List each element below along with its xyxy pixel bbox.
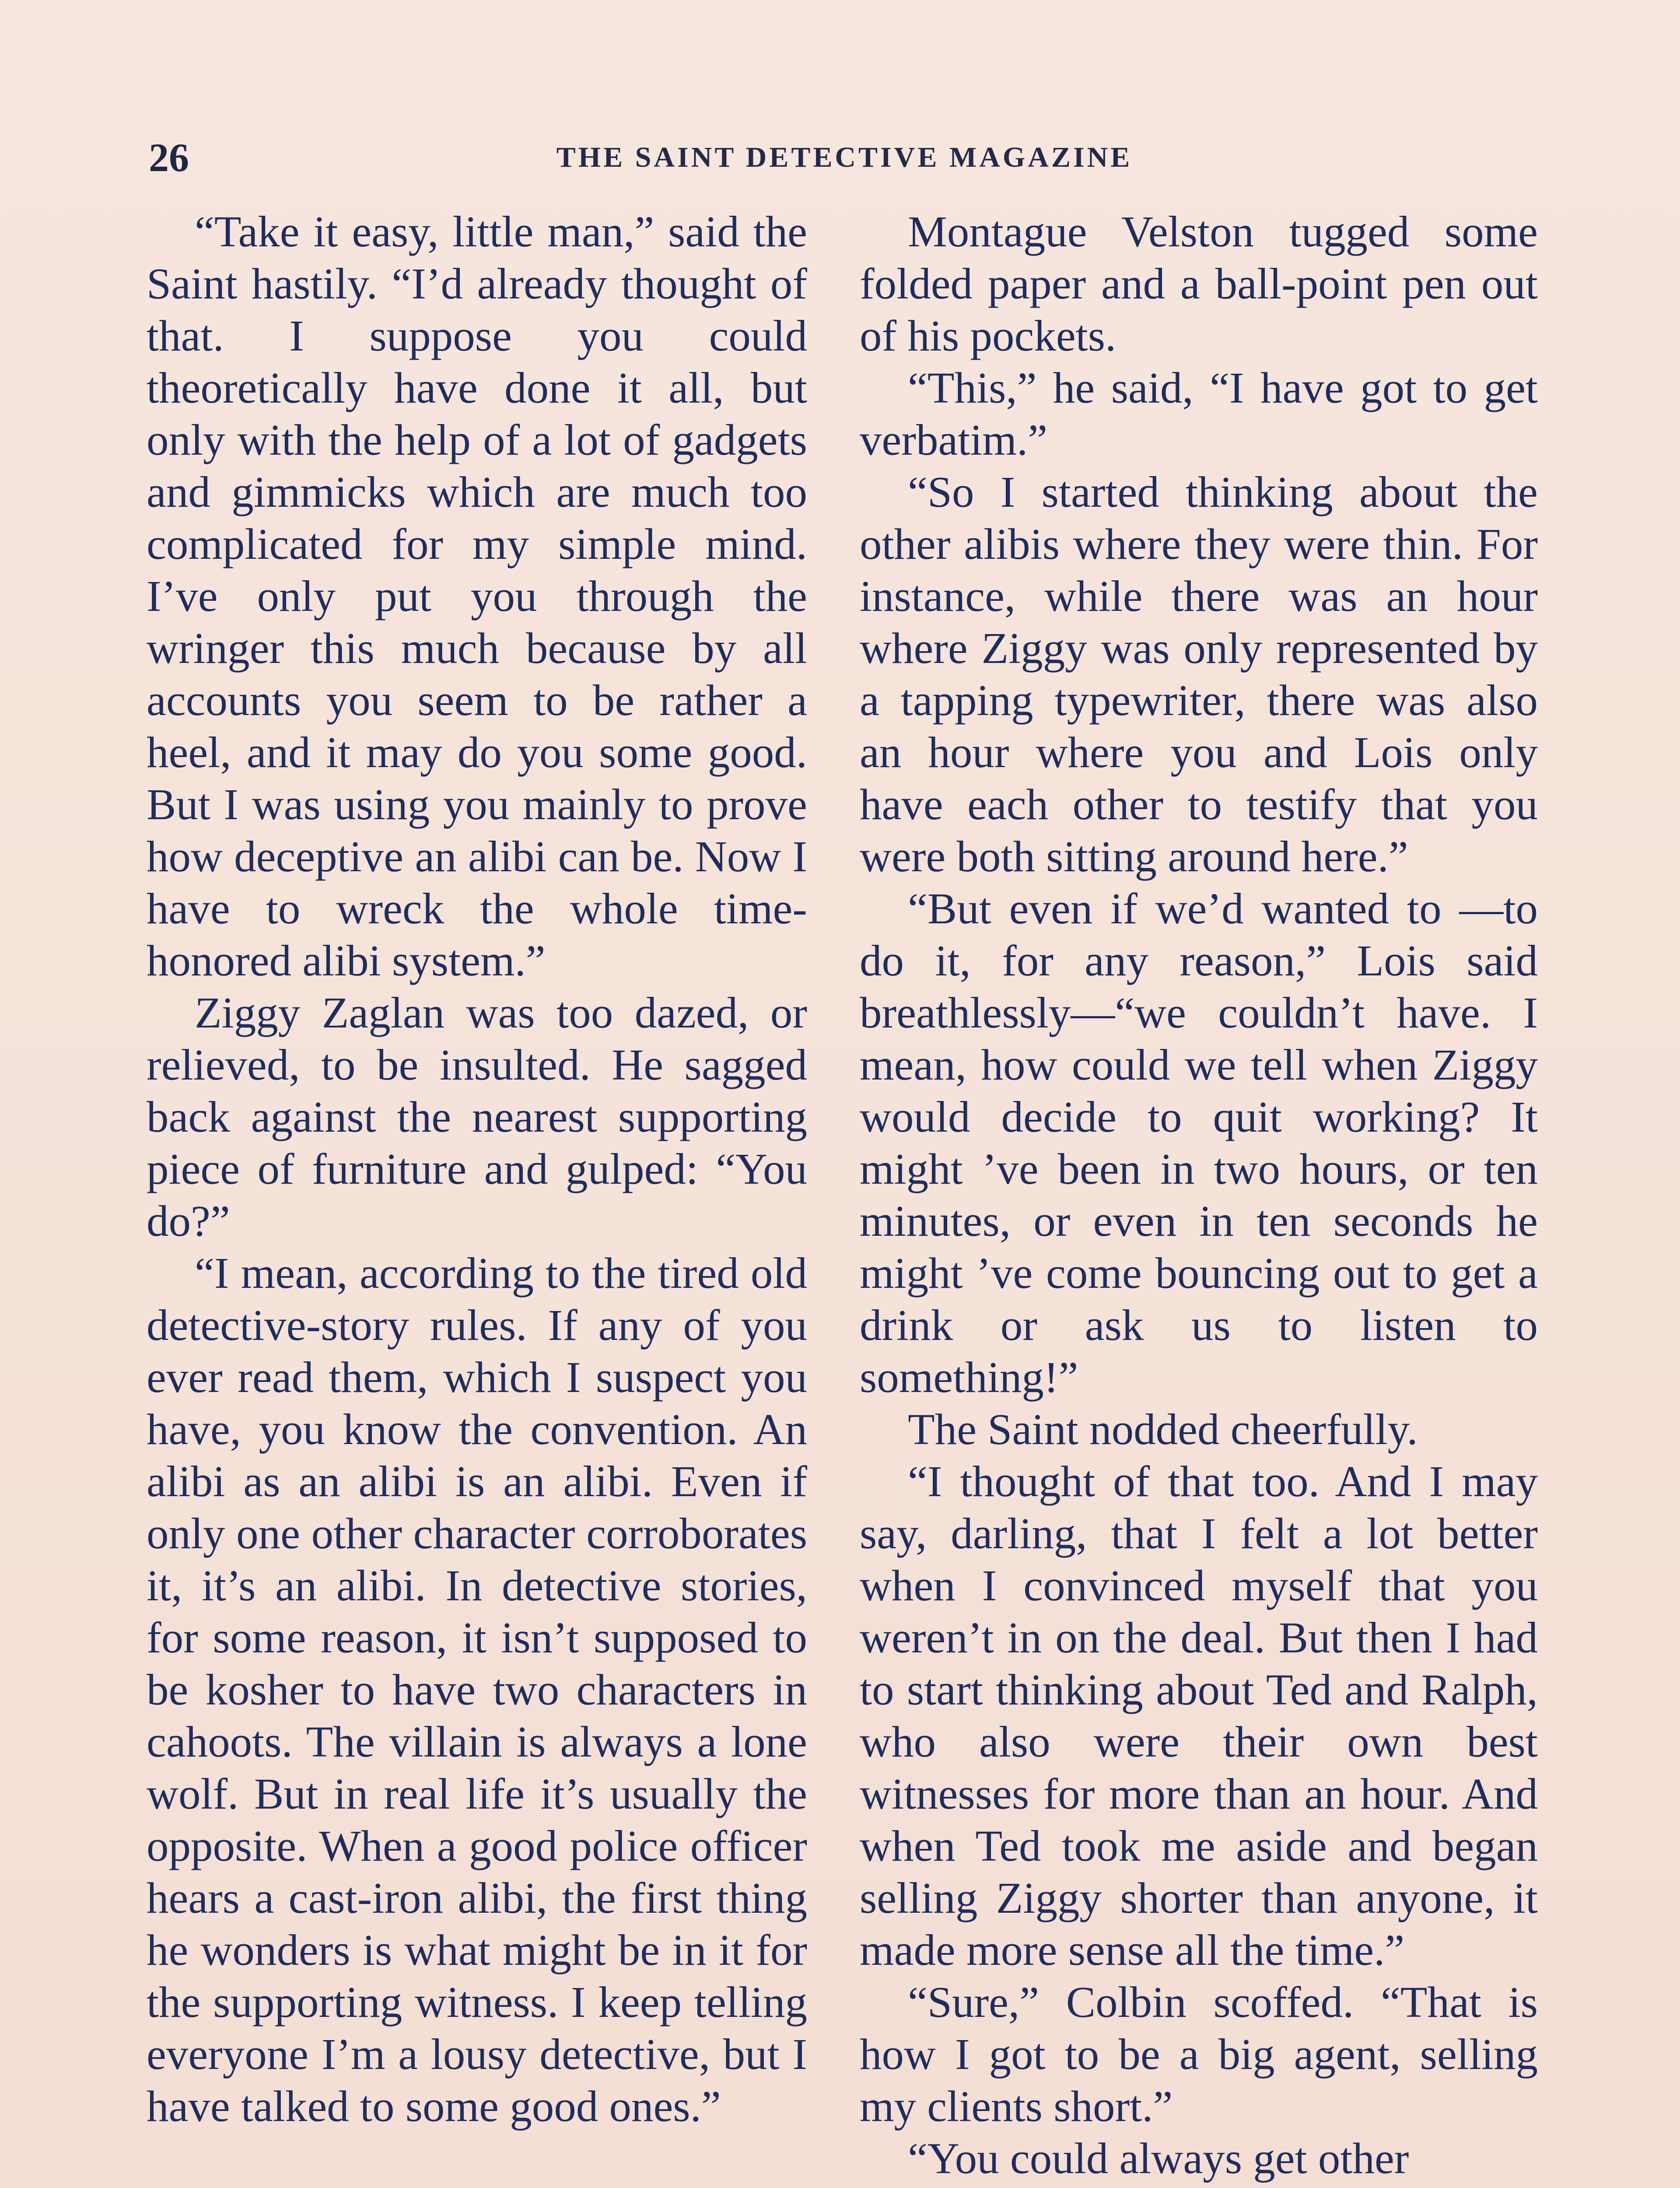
left-column <box>147 206 807 2132</box>
paragraph: “You could always get other <box>908 2134 1409 2183</box>
paragraph: “I mean, according to the tired old detective-story rules. If any of you ever read them, which I suspect you have, you know the convention. An alibi as an alibi is an alibi. Even if only one other character corroborates it, it’s an alibi. In detective stories, for some reason, it isn’t supposed to be kosher to have two characters in cahoots. The villain is always a lone wolf. But in real life it’s usually the opposite. When a good police officer hears a cast-iron alibi, the first thing he wonders is what might be in it for the supporting witness. I keep telling everyone I’m a lousy detective, but I have talked to some good ones.” <box>147 1248 807 2131</box>
paragraph: “So I started thinking about the other alibis where they were thin. For instance, while there was an hour where Ziggy was only represented by a tapping typewriter, there was also an hour where you and Lois only have each other to testify that you were both sitting around here.” <box>860 467 1538 881</box>
paragraph: “Sure,” Colbin scoffed. “That is how I got to be a big agent, selling my clients short.” <box>860 1978 1538 2131</box>
page-number: 26 <box>149 135 189 180</box>
paragraph: Ziggy Zaglan was too dazed, or relieved, to be insulted. He sagged back against the nearest supporting piece of furniture and gulped: “You do?” <box>147 988 807 1245</box>
paragraph: Montague Velston tugged some folded paper and a ball-point pen out of his pockets. <box>860 207 1538 360</box>
paragraph: “But even if we’d wanted to —to do it, for any reason,” Lois said breathlessly—“we couldn’t have. I mean, how could we tell when Ziggy would decide to quit working? It might ’ve been in two hours, or ten minutes, or even in ten seconds he might ’ve come bouncing out to get a drink or ask us to listen to something!” <box>860 884 1538 1402</box>
paragraph: “I thought of that too. And I may say, darling, that I felt a lot better when I convinced myself that you weren’t in on the deal. But then I had to start thinking about Ted and Ralph, who also were their own best witnesses for more than an hour. And when Ted took me aside and began selling Ziggy shorter than anyone, it made more sense all the time.” <box>860 1457 1538 1974</box>
page-header <box>149 131 1540 184</box>
running-title: THE SAINT DETECTIVE MAGAZINE <box>556 141 1133 173</box>
right-column <box>860 206 1538 2184</box>
paragraph: The Saint nodded cheerfully. <box>908 1405 1418 1454</box>
paragraph: “This,” he said, “I have got to get verbatim.” <box>860 363 1538 464</box>
paragraph: “Take it easy, little man,” said the Saint hastily. “I’d already thought of that. I suppose you could theoretically have done it all, but only with the help of a lot of gadgets and gimmicks which are much too complicated for my simple mind. I’ve only put you through the wringer this much because by all accounts you seem to be rather a heel, and it may do you some good. But I was using you mainly to prove how deceptive an alibi can be. Now I have to wreck the whole time-honored alibi system.” <box>147 207 807 985</box>
